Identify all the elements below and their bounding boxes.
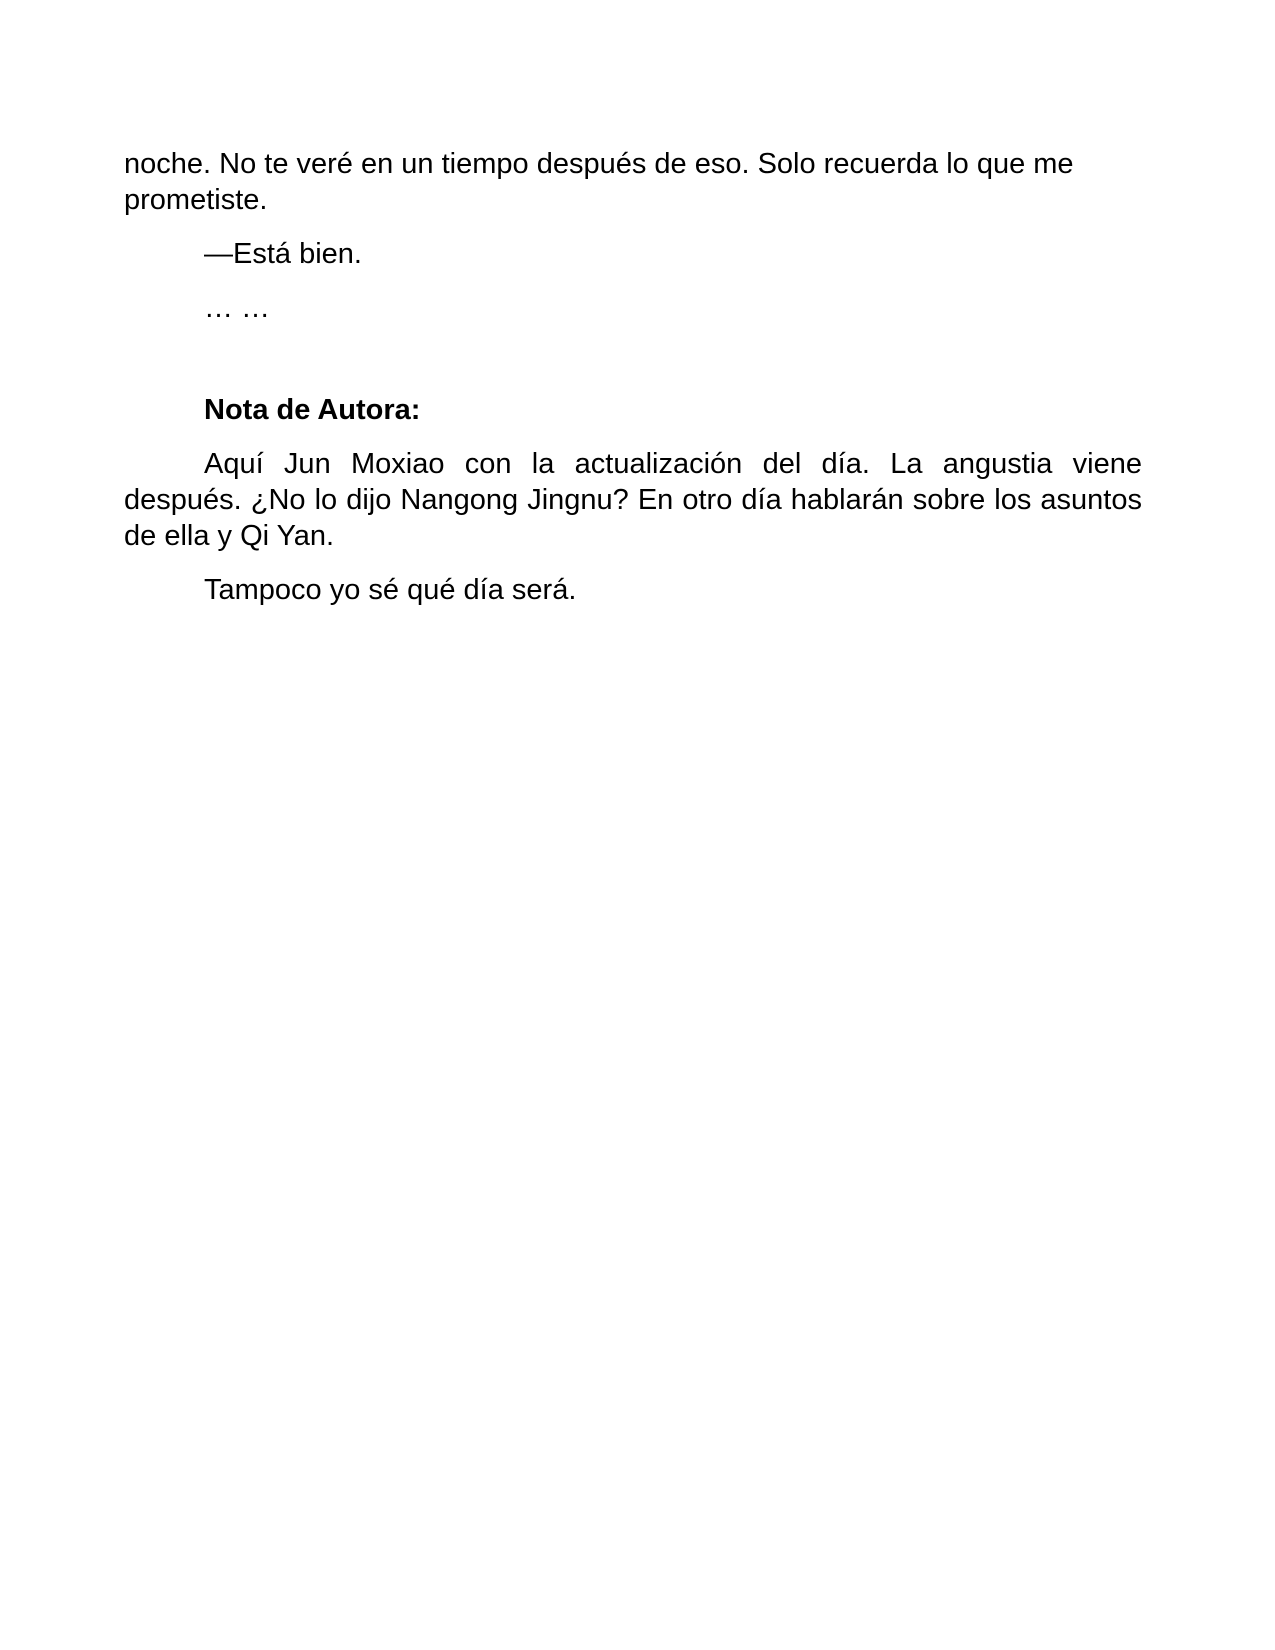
paragraph-continuation: noche. No te veré en un tiempo después de eso. Solo recuerda lo que me prometiste. <box>124 148 1074 216</box>
author-note-paragraph: Tampoco yo sé qué día será. <box>204 574 577 606</box>
section-spacer <box>124 344 1142 392</box>
paragraph-ellipsis: … … <box>204 292 271 324</box>
page-text <box>124 146 1142 626</box>
author-note-paragraph: Aquí Jun Moxiao con la actualización del día. La angustia viene después. ¿No lo dijo Nangong Jingnu? En otro día hablarán sobre los asuntos de ella y Qi Yan. <box>124 448 1142 552</box>
author-note-heading: Nota de Autora: <box>204 394 421 426</box>
paragraph-dialogue: —Está bien. <box>204 238 362 270</box>
